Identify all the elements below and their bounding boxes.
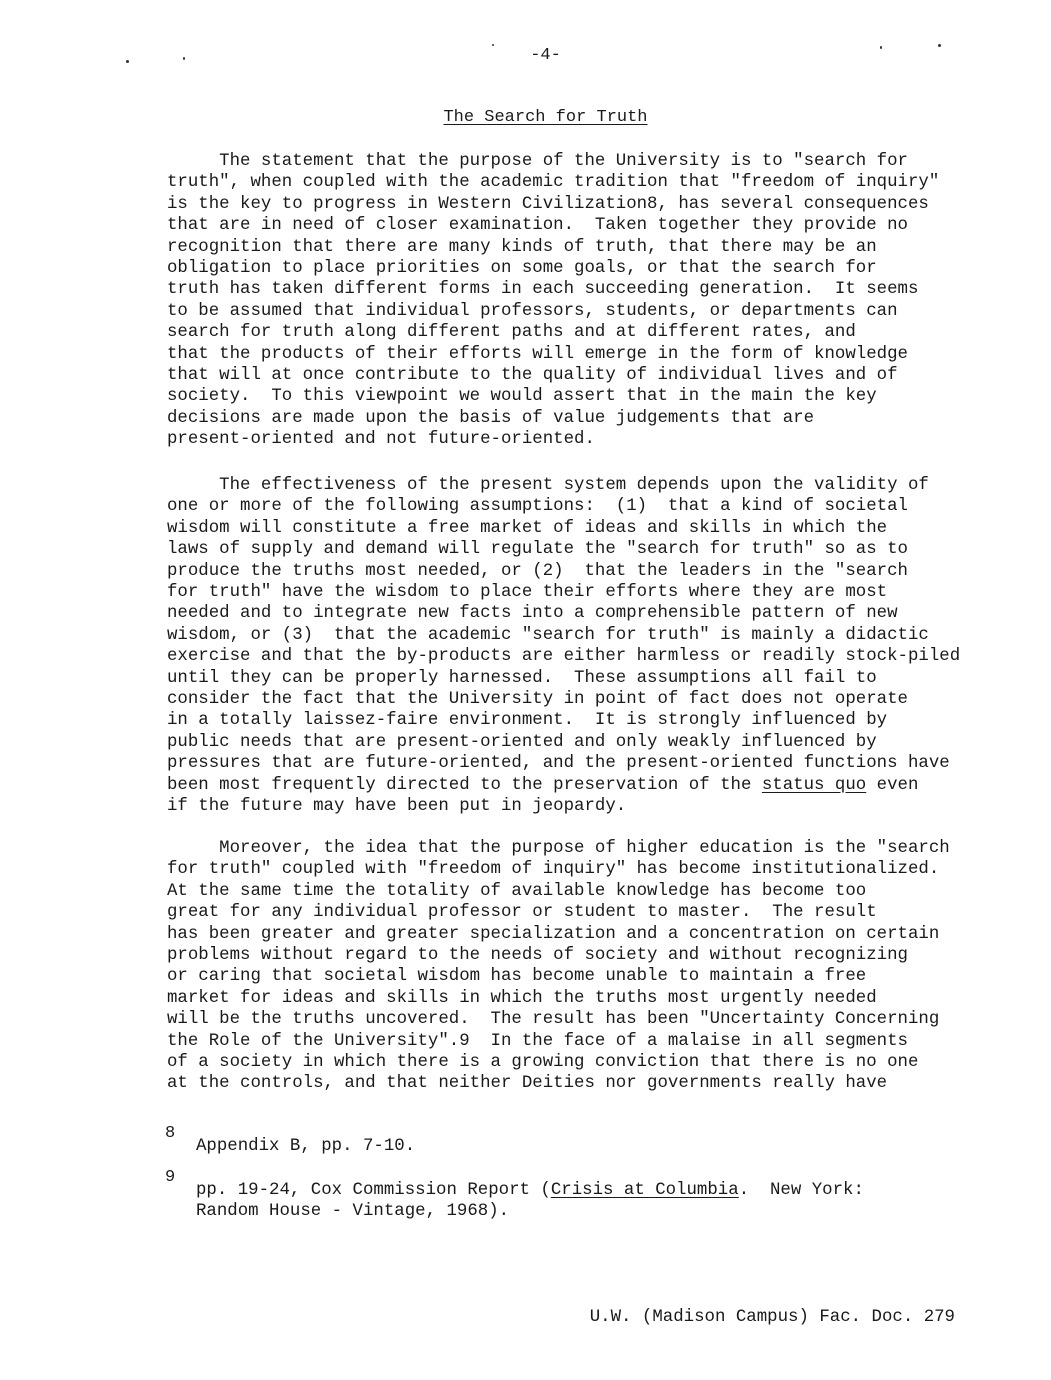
text-line: public needs that are present-oriented and only weakly influenced by	[167, 732, 877, 752]
text-line: for truth" coupled with "freedom of inquiry" has become institutionalized.	[167, 860, 940, 880]
section-title	[0, 108, 1051, 127]
text-line: is the key to progress in Western Civilization8, has several consequences	[167, 194, 929, 214]
text-line: one or more of the following assumptions: (1) that a kind of societal	[167, 497, 908, 517]
text-line: in a totally laissez-faire environment. It is strongly influenced by	[167, 711, 888, 731]
paragraph-2	[167, 475, 997, 818]
text-line: needed and to integrate new facts into a comprehensible pattern of new	[167, 604, 898, 624]
text-line: at the controls, and that neither Deities nor governments really have	[167, 1074, 888, 1094]
text-line: of a society in which there is a growing conviction that there is no one	[167, 1053, 919, 1073]
document-footer: U.W. (Madison Campus) Fac. Doc. 279	[589, 1308, 955, 1327]
text-line: exercise and that the by-products are either harmless or readily stock-piled	[167, 647, 961, 667]
text-line: that the products of their efforts will emerge in the form of knowledge	[167, 344, 908, 364]
footnote-9-suffix: . New York:	[738, 1181, 864, 1200]
text-line: for truth" have the wisdom to place their efforts where they are most	[167, 583, 888, 603]
text-line: great for any individual professor or student to master. The result	[167, 903, 877, 923]
text-line: pressures that are future-oriented, and the present-oriented functions have	[167, 754, 950, 774]
text-line: The effectiveness of the present system depends upon the validity of	[167, 476, 929, 495]
text-segment: been most frequently directed to the preservation of the	[167, 775, 762, 795]
footnote-9-text	[196, 1180, 864, 1222]
page-number: -4-	[530, 46, 561, 65]
footnote-9-prefix: pp. 19-24, Cox Commission Report (	[196, 1181, 551, 1200]
text-line: market for ideas and skills in which the truths most urgently needed	[167, 988, 877, 1008]
text-line: until they can be properly harnessed. These assumptions all fail to	[167, 668, 877, 688]
footnote-8-text: Appendix B, pp. 7-10.	[196, 1137, 416, 1156]
text-line: problems without regard to the needs of society and without recognizing	[167, 946, 908, 966]
text-line: the Role of the University".9 In the face of a malaise in all segments	[167, 1031, 908, 1051]
text-line: present-oriented and not future-oriented.	[167, 430, 595, 450]
text-line: that are in need of closer examination. Taken together they provide no	[167, 216, 908, 236]
text-line: truth", when coupled with the academic tradition that "freedom of inquiry"	[167, 173, 940, 193]
text-segment: even	[866, 775, 919, 795]
text-line: wisdom will constitute a free market of ideas and skills in which the	[167, 518, 888, 538]
text-line: obligation to place priorities on some goals, or that the search for	[167, 259, 877, 279]
text-line: The statement that the purpose of the University is to "search for	[167, 152, 908, 171]
footnote-9-line2: Random House - Vintage, 1968).	[196, 1202, 510, 1221]
text-line: truth has taken different forms in each succeeding generation. It seems	[167, 280, 919, 300]
footnote-mark-9: 9	[165, 1168, 176, 1187]
text-line: wisdom, or (3) that the academic "search for truth" is mainly a didactic	[167, 625, 929, 645]
emphasis-status-quo: status quo	[761, 775, 867, 795]
text-line: to be assumed that individual professors, students, or departments can	[167, 301, 898, 321]
text-line: Moreover, the idea that the purpose of higher education is the "search	[167, 839, 950, 858]
text-line: has been greater and greater specialization and a concentration on certain	[167, 924, 940, 944]
text-line: laws of supply and demand will regulate the "search for truth" so as to	[167, 540, 908, 560]
text-line: search for truth along different paths and at different rates, and	[167, 323, 856, 343]
text-line: recognition that there are many kinds of truth, that there may be an	[167, 237, 877, 257]
text-line: decisions are made upon the basis of value judgements that are	[167, 408, 815, 428]
text-line: if the future may have been put in jeopardy.	[167, 797, 627, 817]
paragraph-1	[167, 151, 997, 451]
paragraph-3	[167, 838, 997, 1095]
text-line: will be the truths uncovered. The result has been "Uncertainty Concerning	[167, 1010, 940, 1030]
text-line: produce the truths most needed, or (2) that the leaders in the "search	[167, 561, 908, 581]
text-line: At the same time the totality of available knowledge has become too	[167, 881, 867, 901]
text-line: consider the fact that the University in point of fact does not operate	[167, 690, 908, 710]
footnote-mark-8: 8	[165, 1124, 176, 1143]
text-line: society. To this viewpoint we would assert that in the main the key	[167, 387, 877, 407]
text-line	[167, 775, 997, 796]
footnote-9-book-title: Crisis at Columbia	[550, 1181, 739, 1200]
section-title-text: The Search for Truth	[443, 108, 648, 127]
text-line: that will at once contribute to the quality of individual lives and of	[167, 366, 898, 386]
text-line: or caring that societal wisdom has become unable to maintain a free	[167, 967, 867, 987]
